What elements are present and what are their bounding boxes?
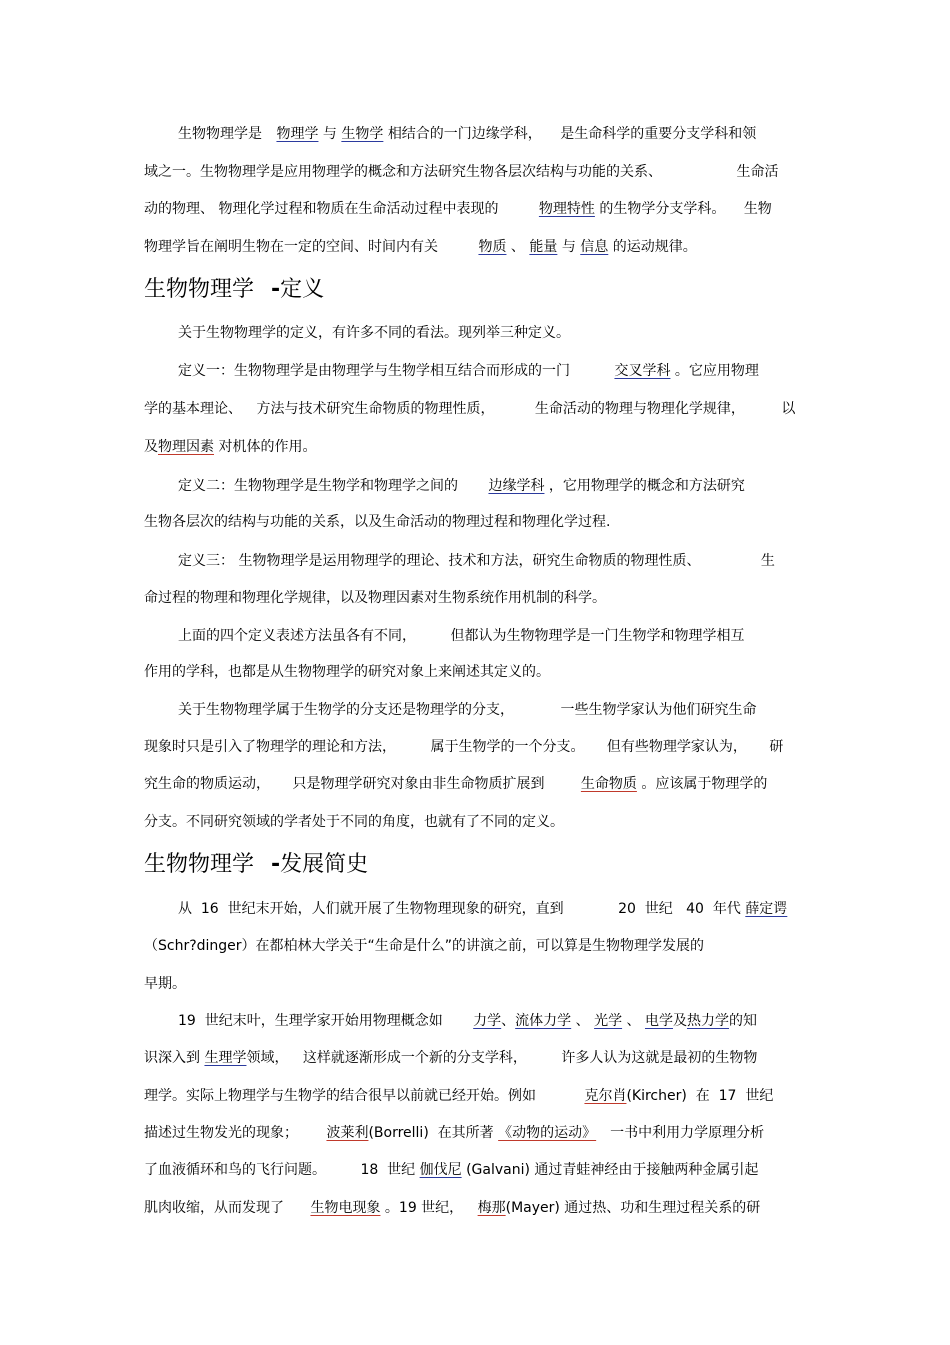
text: (Galvani) 通过青蛙神经由于接触两种金属引起 bbox=[466, 1162, 759, 1178]
link-mayer[interactable]: 梅那 bbox=[477, 1200, 506, 1216]
text: 但有些物理学家认为， bbox=[606, 739, 747, 755]
link-physics[interactable]: 物理学 bbox=[276, 126, 319, 142]
link-galvani[interactable]: 伽伐尼 bbox=[419, 1162, 462, 1178]
heading-text: 发展简史 bbox=[280, 852, 369, 877]
text: (Kircher) 在 17 世纪 bbox=[626, 1088, 774, 1104]
link-fluid-mechanics[interactable]: 流体力学 bbox=[515, 1013, 572, 1029]
p1-line3 bbox=[144, 200, 772, 218]
p5-line1 bbox=[178, 900, 787, 918]
text: 域之一。生物物理学是应用物理学的概念和方法研究生物各层次结构与功能的关系、 bbox=[144, 164, 662, 180]
text: 20 世纪 40 年代 bbox=[618, 901, 741, 917]
text: 与 bbox=[561, 239, 576, 255]
text: 及 bbox=[144, 439, 158, 455]
link-frontier-discipline[interactable]: 边缘学科 bbox=[488, 478, 545, 494]
text: 相结合的一门边缘学科， bbox=[387, 126, 542, 142]
link-bioelectric-phenomena[interactable]: 生物电现象 bbox=[310, 1200, 381, 1216]
text: 的生物学分支学科。 bbox=[599, 201, 726, 217]
text: 肌肉收缩，从而发现了 bbox=[144, 1200, 284, 1216]
text: 的知 bbox=[728, 1013, 757, 1029]
text: 从 16 世纪末开始，人们就开展了生物物理现象的研究，直到 bbox=[178, 901, 564, 917]
text: 理学。实际上物理学与生物学的结合很早以前就已经开始。例如 bbox=[144, 1088, 536, 1104]
text: 与 bbox=[322, 126, 337, 142]
text: 。它应用物理 bbox=[674, 363, 759, 379]
heading-text: 生物物理学 bbox=[144, 277, 255, 302]
link-biology[interactable]: 生物学 bbox=[341, 126, 384, 142]
p5-line3 bbox=[144, 975, 186, 993]
text: 、 bbox=[510, 239, 525, 255]
p3-line2 bbox=[144, 663, 550, 681]
link-de-motu-animalium[interactable]: 《动物的运动》 bbox=[498, 1125, 597, 1141]
section-heading-history bbox=[144, 851, 368, 879]
text: 学的基本理论、 bbox=[144, 401, 242, 417]
text: 以 bbox=[781, 401, 796, 417]
text: 研 bbox=[769, 739, 784, 755]
text: 生命活动的物理与物理化学规律， bbox=[534, 401, 745, 417]
text: (Borrelli) 在其所著 bbox=[368, 1125, 494, 1141]
text: 生 bbox=[760, 553, 775, 569]
link-living-matter[interactable]: 生命物质 bbox=[580, 776, 637, 792]
link-information[interactable]: 信息 bbox=[580, 239, 609, 255]
text: 、 bbox=[575, 1013, 590, 1029]
p6-line4 bbox=[144, 1124, 764, 1142]
def1-line1 bbox=[178, 362, 759, 380]
def3-line1 bbox=[178, 552, 775, 570]
text: 究生命的物质运动， bbox=[144, 776, 270, 792]
p6-line6 bbox=[144, 1199, 760, 1217]
heading-dash: - bbox=[271, 852, 281, 877]
text: (Mayer) 通过热、功和生理过程关系的研 bbox=[505, 1200, 761, 1216]
def1-line2 bbox=[144, 400, 795, 418]
link-interdisciplinary[interactable]: 交叉学科 bbox=[614, 363, 671, 379]
text: 的运动规律。 bbox=[612, 239, 697, 255]
link-energy[interactable]: 能量 bbox=[529, 239, 558, 255]
text: 18 世纪 bbox=[360, 1162, 416, 1178]
text: 。应该属于物理学的 bbox=[641, 776, 768, 792]
p6-line2 bbox=[144, 1049, 757, 1067]
p3-line1 bbox=[178, 627, 744, 645]
p6-line1 bbox=[178, 1012, 757, 1030]
section-heading-definition bbox=[144, 276, 324, 304]
text: 生物物理学是 bbox=[178, 126, 262, 142]
p2-line bbox=[178, 324, 570, 342]
text: 关于生物物理学的定义，有许多不同的看法。现列举三种定义。 bbox=[178, 325, 570, 341]
text: 动的物理、 物理化学过程和物质在生命活动过程中表现的 bbox=[144, 201, 499, 217]
p6-line3 bbox=[144, 1087, 773, 1105]
text: 、 bbox=[626, 1013, 641, 1029]
link-borrelli[interactable]: 波莱利 bbox=[326, 1125, 369, 1141]
text: 一书中利用力学原理分析 bbox=[610, 1125, 765, 1141]
p4-line4 bbox=[144, 813, 564, 831]
text: 早期。 bbox=[144, 976, 186, 992]
text: 分支。不同研究领域的学者处于不同的角度，也就有了不同的定义。 bbox=[144, 814, 564, 830]
heading-text: 定义 bbox=[280, 277, 325, 302]
text: ，它用物理学的概念和方法研究 bbox=[548, 478, 745, 494]
text: 生命活 bbox=[736, 164, 779, 180]
link-mechanics[interactable]: 力学 bbox=[473, 1013, 502, 1029]
text: 了血液循环和鸟的飞行问题。 bbox=[144, 1162, 326, 1178]
link-kircher[interactable]: 克尔肖 bbox=[584, 1088, 627, 1104]
text: 描述过生物发光的现象； bbox=[144, 1125, 298, 1141]
text: 是生命科学的重要分支学科和领 bbox=[560, 126, 757, 142]
heading-dash: - bbox=[271, 277, 281, 302]
text: 只是物理学研究对象由非生命物质扩展到 bbox=[292, 776, 545, 792]
link-matter[interactable]: 物质 bbox=[478, 239, 507, 255]
p1-line4 bbox=[144, 238, 697, 256]
text: 上面的四个定义表述方法虽各有不同， bbox=[178, 628, 416, 644]
text: 领域， bbox=[246, 1050, 289, 1066]
text: 方法与技术研究生命物质的物理性质， bbox=[256, 401, 495, 417]
text: 定义二：生物物理学是生物学和物理学之间的 bbox=[178, 478, 458, 494]
text: 关于生物物理学属于生物学的分支还是物理学的分支， bbox=[178, 702, 514, 718]
def2-line2 bbox=[144, 513, 610, 531]
text: 这样就逐渐形成一个新的分支学科， bbox=[302, 1050, 527, 1066]
text: 生物 bbox=[743, 201, 772, 217]
text: 、 bbox=[501, 1013, 516, 1029]
text: 定义三： 生物物理学是运用物理学的理论、技术和方法，研究生命物质的物理性质、 bbox=[178, 553, 701, 569]
link-physical-properties[interactable]: 物理特性 bbox=[538, 201, 595, 217]
link-physical-factors[interactable]: 物理因素 bbox=[158, 439, 214, 455]
def2-line1 bbox=[178, 477, 745, 495]
text: 及 bbox=[672, 1013, 687, 1029]
link-optics[interactable]: 光学 bbox=[594, 1013, 623, 1029]
text: 定义一：生物物理学是由物理学与生物学相互结合而形成的一门 bbox=[178, 363, 570, 379]
text: 物理学旨在阐明生物在一定的空间、时间内有关 bbox=[144, 239, 438, 255]
link-electricity[interactable]: 电学 bbox=[644, 1013, 673, 1029]
link-physiology[interactable]: 生理学 bbox=[204, 1050, 247, 1066]
def1-line3 bbox=[144, 438, 316, 456]
p1-line2 bbox=[144, 163, 778, 181]
text: 但都认为生物物理学是一门生物学和物理学相互 bbox=[450, 628, 745, 644]
text: 19 世纪末叶，生理学家开始用物理概念如 bbox=[178, 1013, 443, 1029]
def3-line2 bbox=[144, 589, 606, 607]
text: 生物各层次的结构与功能的关系，以及生命活动的物理过程和物理化学过程. bbox=[144, 514, 611, 530]
text: 属于生物学的一个分支。 bbox=[430, 739, 585, 755]
text: 作用的学科，也都是从生物物理学的研究对象上来阐述其定义的。 bbox=[144, 664, 550, 680]
link-thermodynamics[interactable]: 热力学 bbox=[686, 1013, 729, 1029]
text: 一些生物学家认为他们研究生命 bbox=[560, 702, 757, 718]
text: 现象时只是引入了物理学的理论和方法， bbox=[144, 739, 396, 755]
text: （Schr?dinger）在都柏林大学关于“生命是什么”的讲演之前，可以算是生物物理学发展的 bbox=[144, 938, 705, 954]
text: 许多人认为这就是最初的生物物 bbox=[561, 1050, 758, 1066]
p1-line1 bbox=[178, 125, 756, 143]
p5-line2 bbox=[144, 937, 704, 955]
p6-line5 bbox=[144, 1161, 758, 1179]
text: 识深入到 bbox=[144, 1050, 200, 1066]
heading-text: 生物物理学 bbox=[144, 852, 255, 877]
text: 。19 世纪， bbox=[384, 1200, 464, 1216]
link-schrodinger[interactable]: 薛定谔 bbox=[745, 901, 788, 917]
text: 对机体的作用。 bbox=[218, 439, 317, 455]
p4-line2 bbox=[144, 738, 783, 756]
p4-line1 bbox=[178, 701, 756, 719]
p4-line3 bbox=[144, 775, 767, 793]
text: 命过程的物理和物理化学规律，以及物理因素对生物系统作用机制的科学。 bbox=[144, 590, 606, 606]
